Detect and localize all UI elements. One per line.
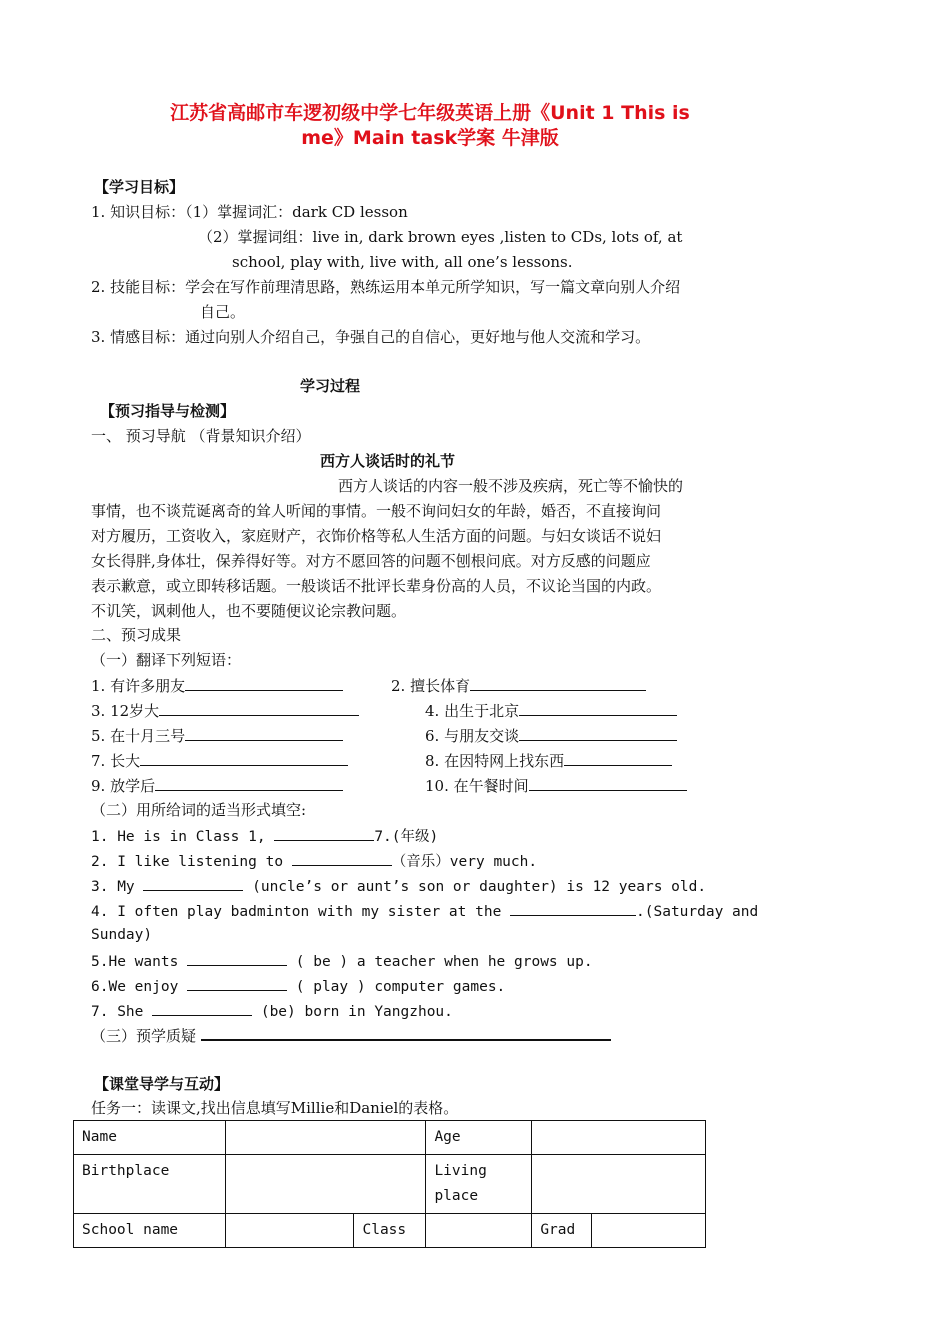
fill-item: 3. My (uncle’s or aunt’s son or daughter) is 12 years old. [91, 876, 706, 896]
results-heading: 二、预习成果 [91, 626, 182, 644]
classroom-heading: 【课堂导学与互动】 [94, 1075, 230, 1093]
article-line: 女长得胖,身体壮，保养得好等。对方不愿回答的问题不刨根问底。对方反感的问题应 [91, 552, 651, 570]
name-label: Name [74, 1121, 226, 1155]
age-cell[interactable] [532, 1121, 706, 1155]
answer-blank[interactable] [185, 726, 343, 741]
table-row [74, 1121, 706, 1155]
answer-blank[interactable] [529, 776, 687, 791]
objective-1: 1. 知识目标：（1）掌握词汇：dark CD lesson [91, 203, 408, 221]
answer-blank[interactable] [140, 751, 348, 766]
translate-item: 6. 与朋友交谈 [425, 726, 677, 745]
answer-blank[interactable] [564, 751, 672, 766]
task1-instruction: 任务一：读课文,找出信息填写Millie和Daniel的表格。 [91, 1099, 459, 1117]
title-line-1: 江苏省高邮市车逻初级中学七年级英语上册《Unit 1 This is [170, 102, 690, 124]
answer-blank[interactable] [510, 901, 636, 916]
translate-item: 3. 12岁大 [91, 701, 359, 720]
fill-item: 5.He wants ( be ) a teacher when he grows up. [91, 951, 593, 971]
age-label: Age [426, 1121, 532, 1155]
translate-item: 1. 有许多朋友 [91, 676, 343, 695]
table-row [74, 1214, 706, 1248]
table-row [74, 1155, 706, 1214]
objective-2b: 自己。 [200, 303, 246, 321]
translate-item: 2. 擅长体育 [391, 676, 646, 695]
answer-blank[interactable] [143, 876, 243, 891]
process-heading: 学习过程 [300, 377, 361, 395]
answer-blank[interactable] [292, 851, 392, 866]
question-blank[interactable] [201, 1025, 611, 1041]
info-table [73, 1120, 706, 1248]
translate-item: 10. 在午餐时间 [425, 776, 687, 795]
grade-label: Grad [532, 1214, 592, 1248]
school-name-label: School name [74, 1214, 226, 1248]
school-name-cell[interactable] [225, 1214, 354, 1248]
translate-item: 9. 放学后 [91, 776, 343, 795]
answer-blank[interactable] [187, 951, 287, 966]
article-line: 对方履历，工资收入，家庭财产，衣饰价格等私人生活方面的问题。与妇女谈话不说妇 [91, 527, 662, 545]
objective-2: 2. 技能目标：学会在写作前理清思路，熟练运用本单元所学知识，写一篇文章向别人介绍 [91, 278, 681, 296]
article-line: 西方人谈话的内容一般不涉及疾病，死亡等不愉快的 [338, 477, 684, 495]
translate-heading: （一）翻译下列短语： [91, 651, 242, 669]
translate-item: 4. 出生于北京 [425, 701, 677, 720]
answer-blank[interactable] [155, 776, 343, 791]
fill-heading: （二）用所给词的适当形式填空: [91, 801, 307, 819]
answer-blank[interactable] [159, 701, 359, 716]
question-line: （三）预学质疑 [91, 1025, 611, 1045]
answer-blank[interactable] [519, 701, 677, 716]
answer-blank[interactable] [470, 676, 646, 691]
answer-blank[interactable] [274, 826, 374, 841]
objective-3: 3. 情感目标：通过向别人介绍自己，争强自己的自信心，更好地与他人交流和学习。 [91, 328, 651, 346]
fill-item: 2. I like listening to （音乐）very much. [91, 851, 537, 871]
preview-nav: 一、 预习导航 （背景知识介绍） [91, 427, 311, 445]
name-cell[interactable] [225, 1121, 426, 1155]
title-line-2: me》Main task学案 牛津版 [301, 127, 559, 149]
fill-item: 1. He is in Class 1, 7.(年级) [91, 826, 438, 846]
answer-blank[interactable] [187, 976, 287, 991]
fill-item: 6.We enjoy ( play ) computer games. [91, 976, 505, 996]
fill-item: 7. She (be) born in Yangzhou. [91, 1001, 453, 1021]
translate-item: 7. 长大 [91, 751, 348, 770]
answer-blank[interactable] [185, 676, 343, 691]
class-label: Class [354, 1214, 426, 1248]
birthplace-cell[interactable] [225, 1155, 426, 1214]
translate-item: 8. 在因特网上找东西 [425, 751, 672, 770]
answer-blank[interactable] [519, 726, 677, 741]
objectives-heading: 【学习目标】 [94, 178, 185, 196]
birthplace-label: Birthplace [74, 1155, 226, 1214]
article-line: 表示歉意，或立即转移话题。一般谈话不批评长辈身份高的人员，不议论当国的内政。 [91, 577, 662, 595]
translate-item: 5. 在十月三号 [91, 726, 343, 745]
grade-cell[interactable] [592, 1214, 706, 1248]
preview-heading: 【预习指导与检测】 [100, 402, 236, 420]
answer-blank[interactable] [152, 1001, 252, 1016]
article-title: 西方人谈话时的礼节 [320, 452, 456, 470]
class-cell[interactable] [426, 1214, 532, 1248]
article-line: 不讥笑，讽刺他人，也不要随便议论宗教问题。 [91, 602, 407, 620]
fill-item: 4. I often play badminton with my sister at the .(Saturday and [91, 901, 758, 921]
living-place-label: Living place [426, 1155, 532, 1214]
living-place-cell[interactable] [532, 1155, 706, 1214]
article-line: 事情，也不谈荒诞离奇的耸人听闻的事情。一般不询问妇女的年龄，婚否，不直接询问 [91, 502, 662, 520]
fill-item-continued: Sunday) [91, 927, 153, 943]
objective-1c: school, play with, live with, all one’s lessons. [232, 253, 573, 271]
objective-1b: （2）掌握词组：live in, dark brown eyes ,listen to CDs, lots of, at [198, 228, 683, 246]
